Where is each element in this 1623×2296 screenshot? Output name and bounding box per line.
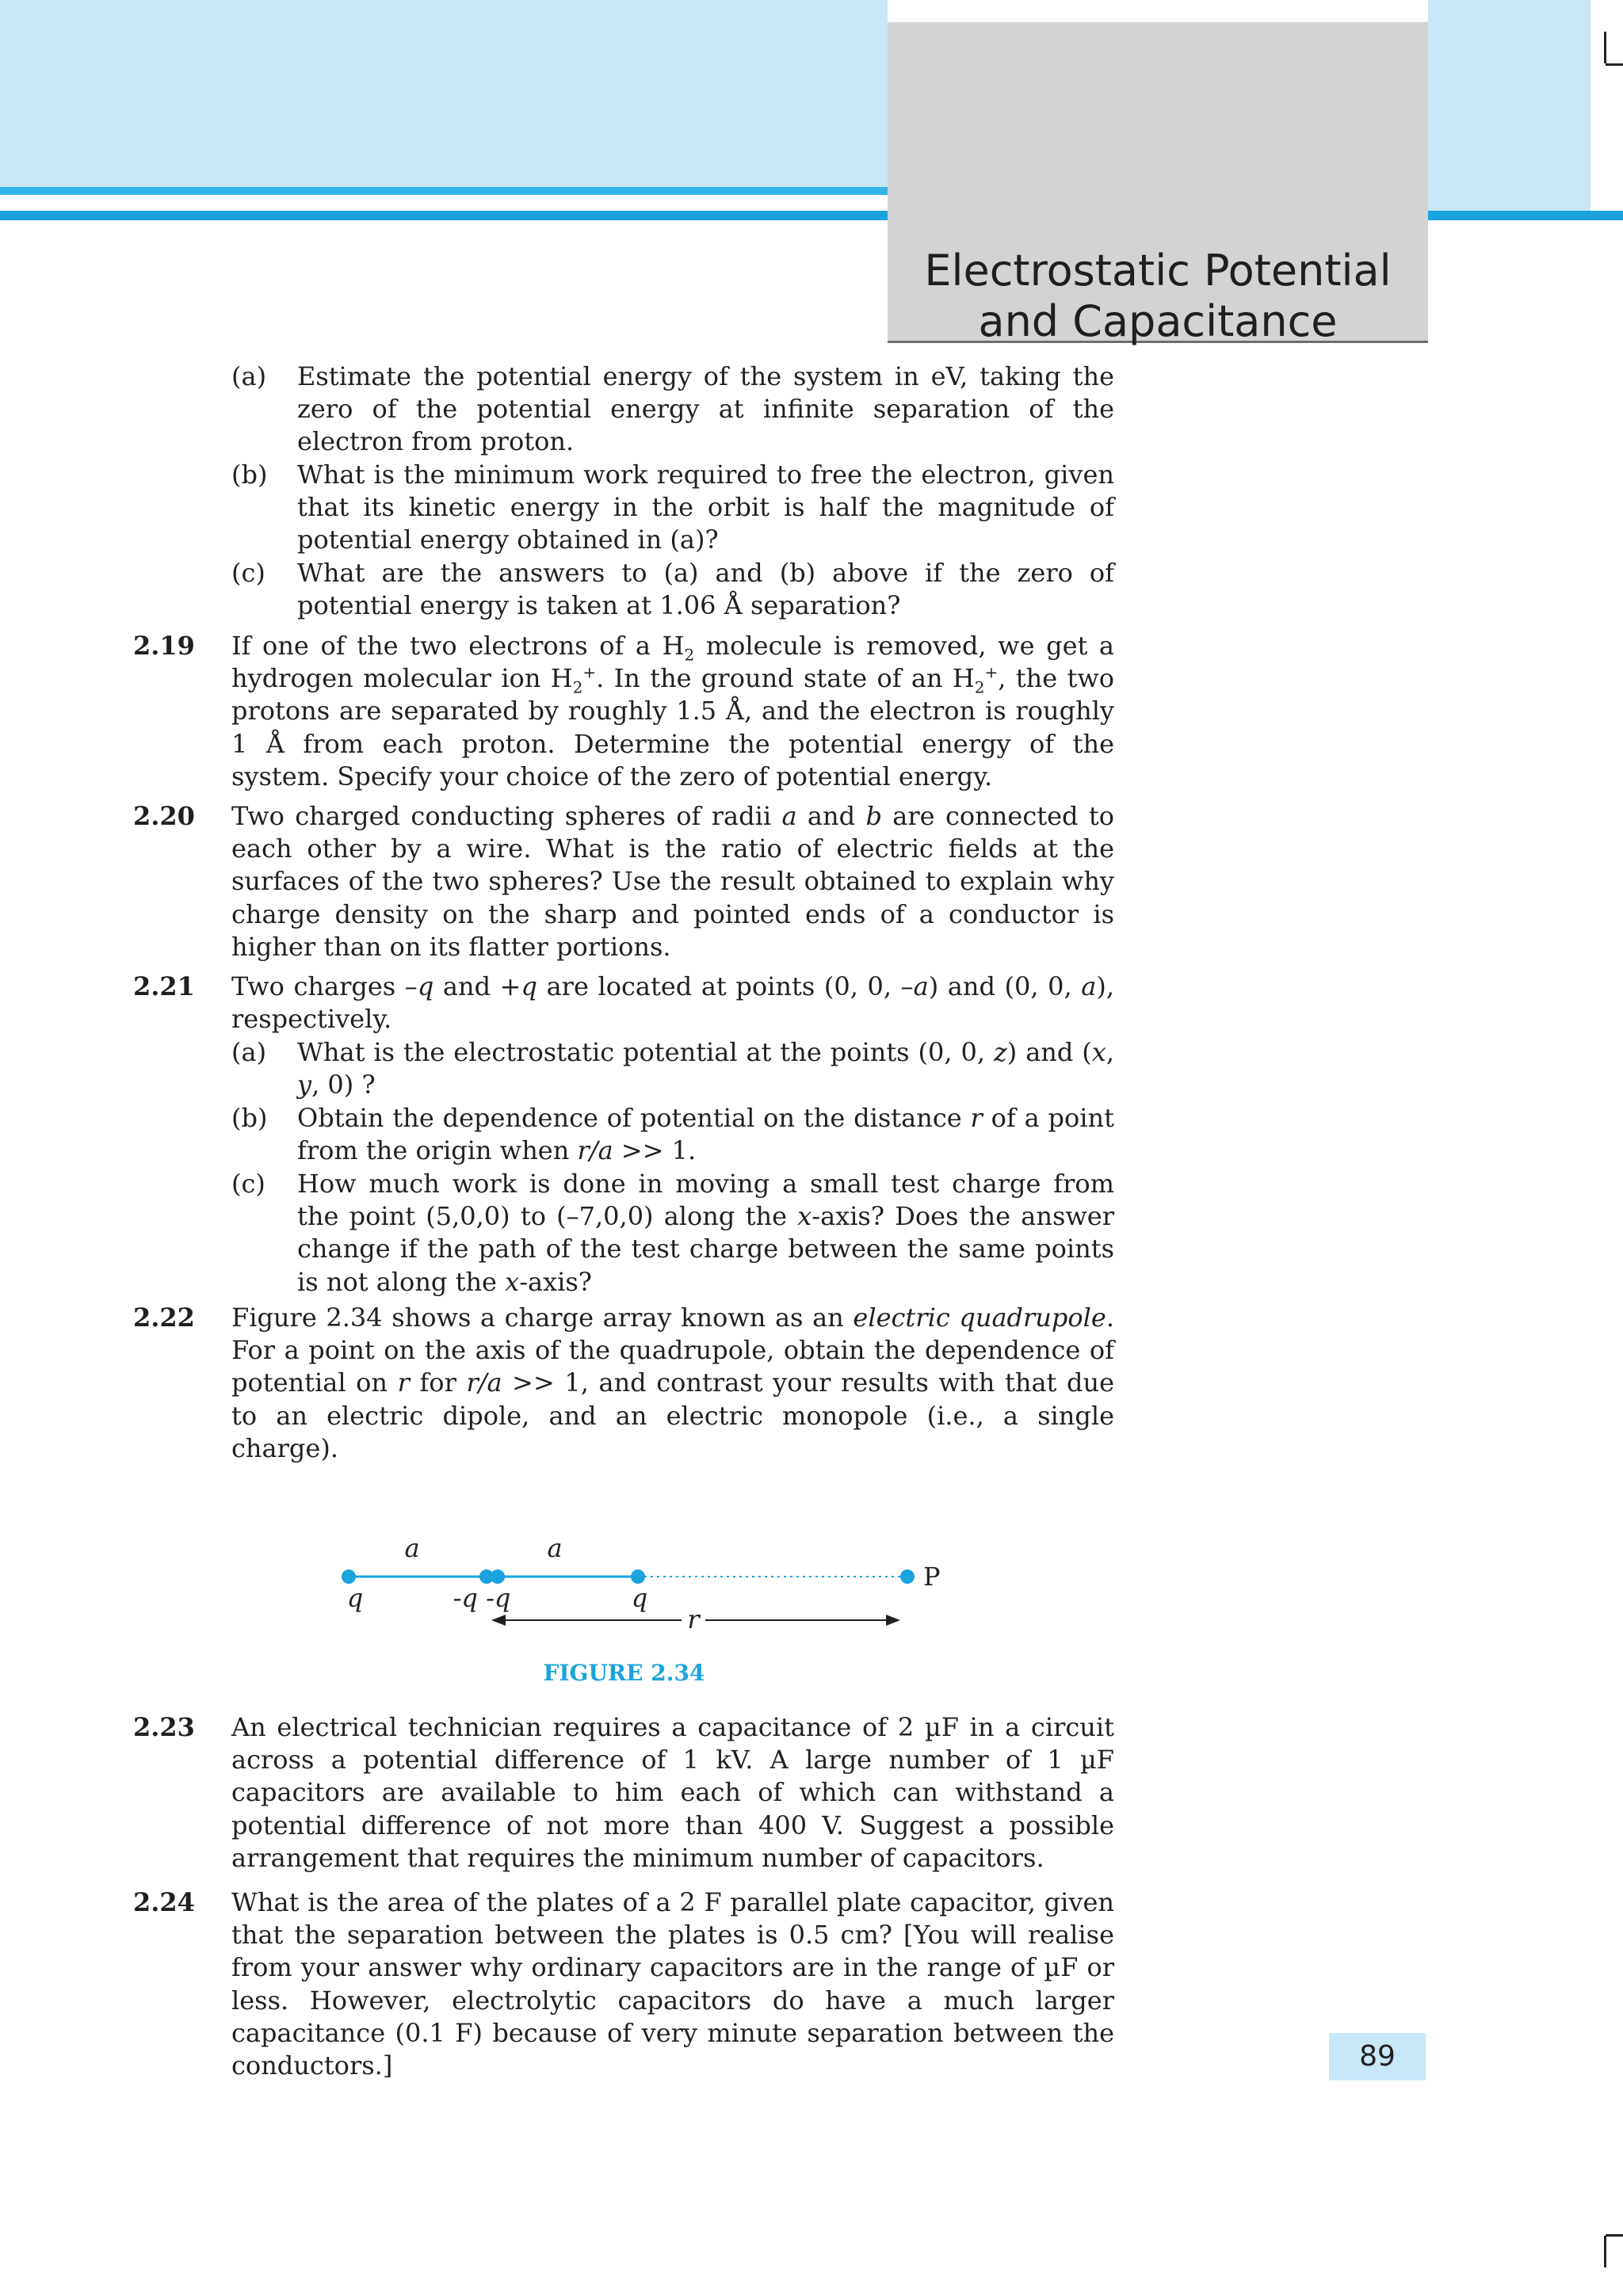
question-2-19 — [133, 630, 1115, 793]
part-text: Estimate the potential energy of the system in eV, taking the zero of the potential energy at infinite separation of the electron from proton. — [297, 361, 1114, 457]
label-a: a — [547, 1533, 563, 1563]
part-label: (b) — [231, 460, 268, 490]
chapter-title — [888, 246, 1428, 347]
question-part — [231, 360, 1114, 459]
part-label: (b) — [231, 1103, 268, 1133]
question-text: Two charged conducting spheres of radii a and b are connected to each other by a wire. What is the ratio of electric fields at the surfaces of the two spheres? Use the result obtained to explain why charge density on the sharp and pointed ends of a conductor is higher than on its flatter portions. — [231, 801, 1115, 962]
question-2-22 — [133, 1302, 1115, 1465]
header-stripe — [1428, 211, 1623, 220]
header-band — [0, 0, 888, 189]
part-text: What is the electrostatic potential at the points (0, 0, z) and (x, y, 0) ? — [297, 1037, 1115, 1100]
question-2-23 — [133, 1711, 1114, 1875]
chapter-title-line2: and Capacitance — [978, 296, 1338, 346]
label-minus-q: -q -q — [453, 1583, 511, 1613]
r-arrowhead-left — [491, 1615, 506, 1626]
charge-dot — [631, 1569, 645, 1584]
chapter-title-box — [888, 22, 1428, 346]
quadrupole-figure — [333, 1533, 951, 1644]
question-text: What is the area of the plates of a 2 F parallel plate capacitor, given that the separation between the plates is 0.5 cm? [You will realise from your answer why ordinary capacitors are in the range of µF or less. However, electrolytic capacitors do have a much larger capacitance (0.1 F) because of very minute separation between the conductors.] — [231, 1887, 1114, 2081]
question-text: Two charges –q and +q are located at points (0, 0, –a) and (0, 0, a), respectively. — [231, 971, 1115, 1035]
header-stripe — [0, 211, 888, 220]
question-part — [231, 557, 1114, 622]
chapter-title-line1: Electrostatic Potential — [924, 246, 1392, 296]
question-2-20 — [133, 800, 1115, 963]
question-part — [231, 1102, 1114, 1167]
header-band-right — [1428, 0, 1591, 212]
crop-mark — [1606, 2234, 1623, 2237]
question-part — [231, 1036, 1114, 1101]
question-number: 2.24 — [133, 1887, 195, 1917]
figure-caption: FIGURE 2.34 — [543, 1660, 705, 1686]
point-p-dot — [900, 1569, 915, 1584]
question-text: Figure 2.34 shows a charge array known as an electric quadrupole. For a point on the axis of the quadrupole, obtain the dependence of potential on r for r/a >> 1, and contrast your results with that due to an electric dipole, and an electric monopole (i.e., a single charge). — [231, 1302, 1115, 1463]
part-label: (a) — [231, 1037, 267, 1067]
label-r: r — [687, 1604, 700, 1634]
label-p: P — [923, 1562, 941, 1592]
part-label: (c) — [231, 558, 265, 588]
question-number: 2.21 — [133, 971, 195, 1001]
charge-dot — [491, 1569, 505, 1584]
header-stripe — [0, 187, 888, 195]
question-text: An electrical technician requires a capacitance of 2 µF in a circuit across a potential difference of 1 kV. A large number of 1 µF capacitors are available to him each of which can withstand a potential difference of not more than 400 V. Suggest a possible arrangement that requires the minimum number of capacitors. — [231, 1712, 1114, 1873]
question-text: If one of the two electrons of a $H_2$ molecule is removed, we get a hydrogen molecular ion $H_2^+$. In the ground state of an $H_2^+$, the two protons are separated by roughly 1.5 Å, and the electron is roughly 1 Å from each proton. Determine the potential energy of the system. Specify your choice of the zero of potential energy. — [231, 631, 1115, 791]
part-text: What is the minimum work required to free the electron, given that its kinetic energy in the orbit is half the magnitude of potential energy obtained in (a)? — [297, 460, 1114, 555]
crop-mark — [1604, 2236, 1606, 2267]
part-text: What are the answers to (a) and (b) above if the zero of potential energy is taken at 1.06 Å separation? — [297, 558, 1114, 621]
question-part — [231, 1168, 1114, 1299]
question-2-24 — [133, 1886, 1114, 2082]
part-label: (c) — [231, 1169, 265, 1199]
label-a: a — [404, 1533, 420, 1563]
question-number: 2.20 — [133, 801, 195, 831]
page-number: 89 — [1329, 2033, 1426, 2081]
part-text: Obtain the dependence of potential on the distance r of a point from the origin when r/a >> 1. — [297, 1103, 1115, 1166]
label-q: q — [346, 1583, 364, 1613]
question-number: 2.23 — [133, 1712, 195, 1742]
charge-dot — [342, 1569, 356, 1584]
question-part — [231, 459, 1114, 557]
label-q: q — [631, 1583, 648, 1613]
crop-mark — [1606, 63, 1623, 66]
r-arrowhead-right — [886, 1615, 900, 1626]
question-number: 2.22 — [133, 1302, 195, 1333]
part-label: (a) — [231, 361, 267, 391]
crop-mark — [1604, 32, 1606, 63]
part-text: How much work is done in moving a small test charge from the point (5,0,0) to (–7,0,0) along the x-axis? Does the answer change if the path of the test charge between the same points is not along the x-axis? — [297, 1169, 1115, 1297]
question-number: 2.19 — [133, 631, 195, 661]
question-2-21 — [133, 971, 1115, 1297]
